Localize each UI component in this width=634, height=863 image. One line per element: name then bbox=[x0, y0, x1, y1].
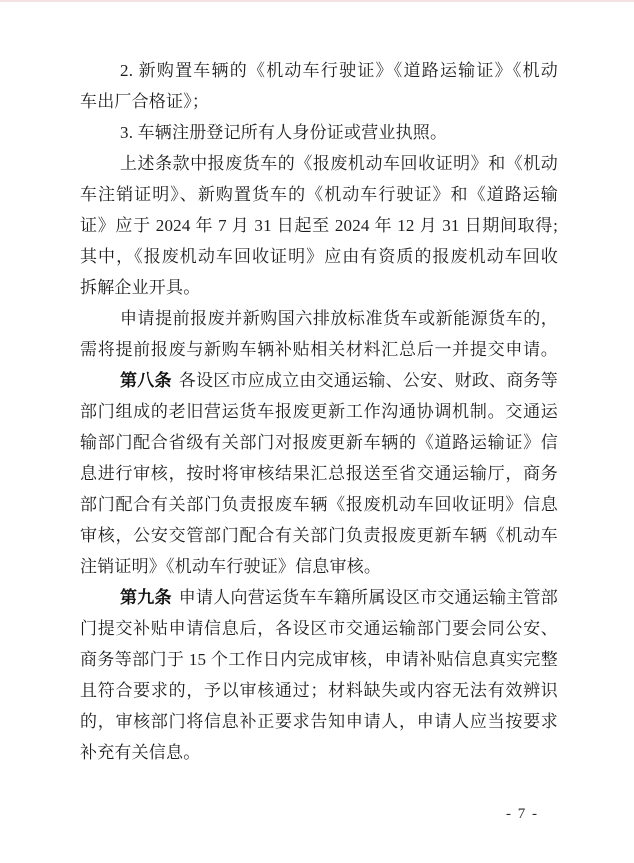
text-line: 车出厂合格证》； bbox=[80, 92, 210, 111]
text-line: 拆解企业开具。 bbox=[80, 278, 201, 297]
text-line: 门提交补贴申请信息后，各设区市交通运输部门要会同公安、 bbox=[80, 619, 558, 638]
paragraph bbox=[80, 303, 558, 365]
text-line: 其中，《报废机动车回收证明》应由有资质的报废机动车回收 bbox=[80, 247, 558, 266]
text-line: 部门组成的老旧营运货车报废更新工作沟通协调机制。交通运 bbox=[80, 402, 558, 421]
text-line: 补充有关信息。 bbox=[80, 743, 201, 762]
text-line: 车注销证明》、新购置货车的《机动车行驶证》和《道路运输 bbox=[80, 185, 558, 204]
line-text: 各设区市应成立由交通运输、公安、财政、商务等 bbox=[178, 371, 558, 390]
document-body bbox=[80, 55, 558, 768]
text-line: 审核，公安交管部门配合有关部门负责报废更新车辆《机动车 bbox=[80, 526, 558, 545]
text-line: 部门配合有关部门负责报废车辆《报废机动车回收证明》信息 bbox=[80, 495, 558, 514]
page-number: - 7 - bbox=[506, 806, 539, 822]
text-line: 注销证明》《机动车行驶证》信息审核。 bbox=[80, 557, 382, 576]
text-line: 的，审核部门将信息补正要求告知申请人，申请人应当按要求 bbox=[80, 712, 558, 731]
paragraph-article-9 bbox=[80, 582, 558, 768]
paragraph bbox=[80, 117, 558, 148]
text-line: 需将提前报废与新购车辆补贴相关材料汇总后一并提交申请。 bbox=[80, 340, 558, 359]
article-8-term: 第八条 bbox=[120, 371, 172, 390]
text-line: 申请提前报废并新购国六排放标准货车或新能源货车的， bbox=[120, 309, 558, 328]
paragraph bbox=[80, 148, 558, 303]
text-line: 3. 车辆注册登记所有人身份证或营业执照。 bbox=[120, 123, 448, 142]
text-line bbox=[80, 365, 558, 396]
text-line: 且符合要求的，予以审核通过；材料缺失或内容无法有效辨识 bbox=[80, 681, 558, 700]
paragraph bbox=[80, 55, 558, 117]
text-line bbox=[80, 582, 558, 613]
paragraph-article-8 bbox=[80, 365, 558, 582]
text-line: 证》应于 2024 年 7 月 31 日起至 2024 年 12 月 31 日期间取得; bbox=[80, 216, 558, 235]
article-9-term: 第九条 bbox=[120, 588, 172, 607]
text-line: 输部门配合省级有关部门对报废更新车辆的《道路运输证》信 bbox=[80, 433, 558, 452]
text-line: 商务等部门于 15 个工作日内完成审核，申请补贴信息真实完整 bbox=[80, 650, 558, 669]
line-text: 申请人向营运货车车籍所属设区市交通运输主管部 bbox=[178, 588, 558, 607]
text-line: 上述条款中报废货车的《报废机动车回收证明》和《机动 bbox=[120, 154, 558, 173]
text-line: 2. 新购置车辆的《机动车行驶证》《道路运输证》《机动 bbox=[120, 61, 558, 80]
text-line: 息进行审核，按时将审核结果汇总报送至省交通运输厅，商务 bbox=[80, 464, 558, 483]
scan-artifact-line bbox=[0, 0, 634, 2]
